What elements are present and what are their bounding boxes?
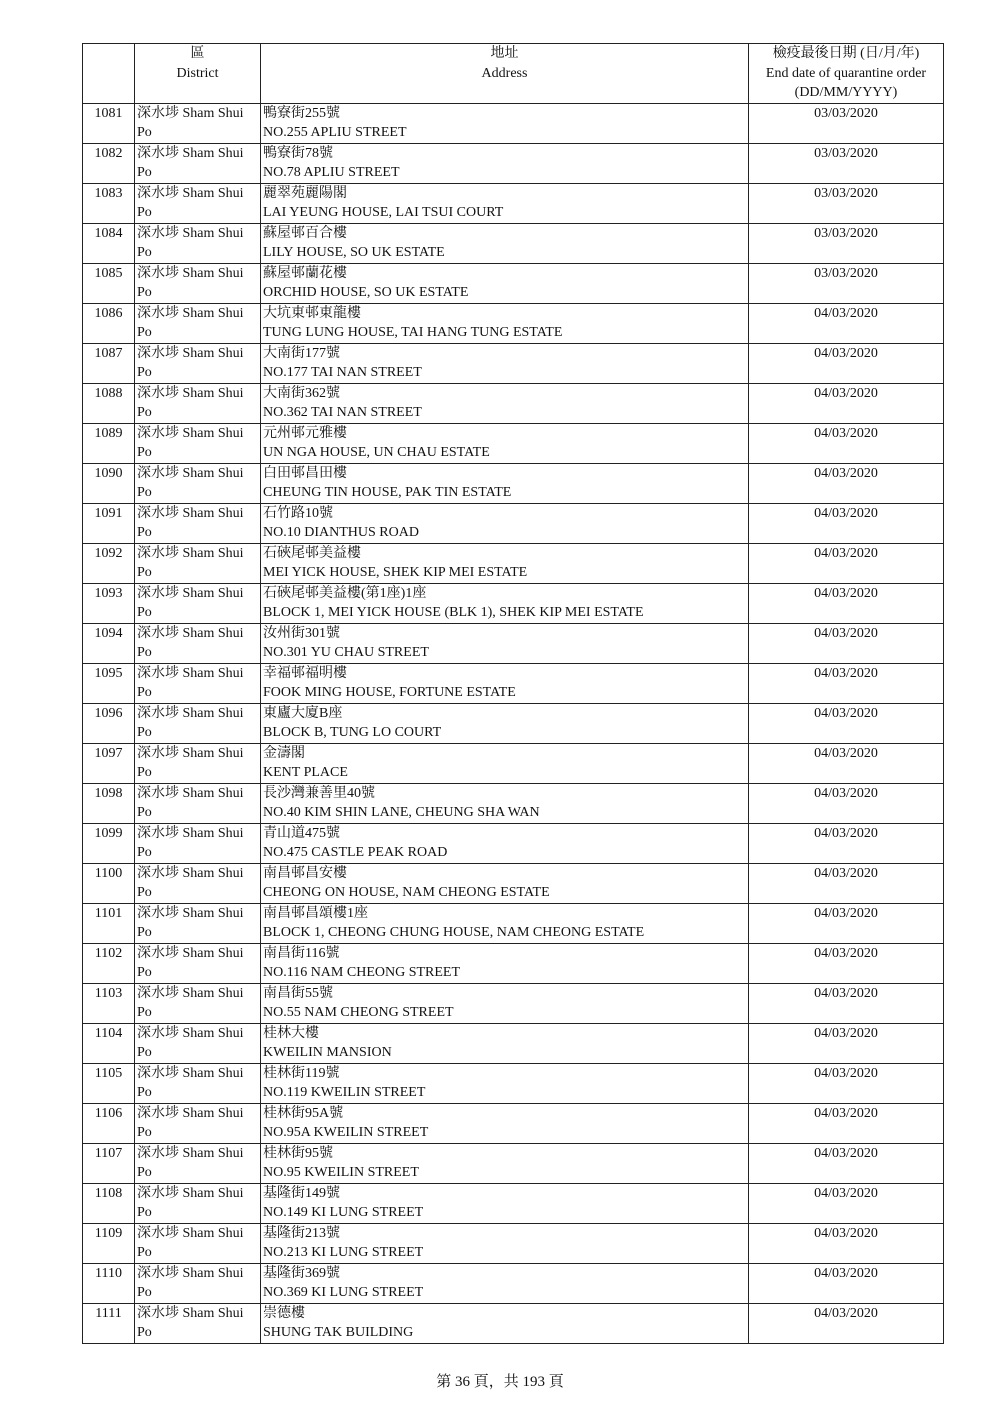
- row-district-line2: Po: [137, 1165, 152, 1180]
- row-end-date: 04/03/2020: [749, 1183, 944, 1223]
- row-number: 1111: [83, 1303, 135, 1343]
- row-district: [135, 743, 261, 783]
- header-date-en: End date of quarantine order: [765, 65, 927, 81]
- row-address: [261, 343, 749, 383]
- row-number: 1100: [83, 863, 135, 903]
- row-end-date: 04/03/2020: [749, 903, 944, 943]
- row-address-en: NO.40 KIM SHIN LANE, CHEUNG SHA WAN: [263, 805, 540, 820]
- row-address-en: NO.119 KWEILIN STREET: [263, 1085, 426, 1100]
- header-date-zh: 檢疫最後日期 (日/月/年): [772, 46, 920, 61]
- row-address-en: NO.116 NAM CHEONG STREET: [263, 965, 461, 980]
- row-address: [261, 263, 749, 303]
- row-address-en: NO.78 APLIU STREET: [263, 165, 400, 180]
- row-address: [261, 1183, 749, 1223]
- table-header-row: [83, 44, 944, 104]
- row-district: [135, 1303, 261, 1343]
- row-number: 1087: [83, 343, 135, 383]
- row-end-date: 04/03/2020: [749, 503, 944, 543]
- row-district: [135, 1223, 261, 1263]
- row-district-line2: Po: [137, 1325, 152, 1340]
- row-number: 1107: [83, 1143, 135, 1183]
- row-district-line2: Po: [137, 365, 152, 380]
- header-end-date: [749, 44, 944, 104]
- row-address-zh: 汝州街301號: [263, 625, 340, 641]
- table-row: [83, 343, 944, 383]
- table-row: [83, 943, 944, 983]
- row-district-line1: 深水埗 Sham Shui: [137, 425, 244, 441]
- row-address-zh: 桂林街95號: [263, 1145, 333, 1161]
- row-number: 1090: [83, 463, 135, 503]
- row-address-en: NO.475 CASTLE PEAK ROAD: [263, 845, 448, 860]
- row-number: 1096: [83, 703, 135, 743]
- row-address: [261, 1263, 749, 1303]
- row-district-line2: Po: [137, 1245, 152, 1260]
- row-district-line1: 深水埗 Sham Shui: [137, 345, 244, 361]
- row-district-line2: Po: [137, 325, 152, 340]
- row-address-en: CHEUNG TIN HOUSE, PAK TIN ESTATE: [263, 485, 512, 500]
- row-end-date: 03/03/2020: [749, 143, 944, 183]
- table-row: [83, 863, 944, 903]
- row-end-date: 04/03/2020: [749, 823, 944, 863]
- row-end-date: 04/03/2020: [749, 423, 944, 463]
- row-address-en: BLOCK 1, CHEONG CHUNG HOUSE, NAM CHEONG ESTATE: [263, 925, 645, 940]
- row-end-date: 04/03/2020: [749, 303, 944, 343]
- row-address: [261, 943, 749, 983]
- row-district-line1: 深水埗 Sham Shui: [137, 745, 244, 761]
- row-number: 1083: [83, 183, 135, 223]
- row-district-line1: 深水埗 Sham Shui: [137, 705, 244, 721]
- row-address-en: BLOCK B, TUNG LO COURT: [263, 725, 442, 740]
- row-address-zh: 大南街362號: [263, 385, 340, 401]
- header-number: [83, 44, 135, 104]
- row-district-line2: Po: [137, 1085, 152, 1100]
- table-row: [83, 543, 944, 583]
- header-date-format: (DD/MM/YYYY): [794, 85, 898, 100]
- row-end-date: 04/03/2020: [749, 623, 944, 663]
- row-address-zh: 幸福邨福明樓: [263, 665, 347, 681]
- table-row: [83, 1023, 944, 1063]
- row-address-zh: 鴨寮街78號: [263, 145, 333, 161]
- row-district-line1: 深水埗 Sham Shui: [137, 905, 244, 921]
- table-row: [83, 783, 944, 823]
- row-number: 1092: [83, 543, 135, 583]
- row-district: [135, 223, 261, 263]
- row-end-date: 04/03/2020: [749, 383, 944, 423]
- row-district: [135, 103, 261, 143]
- row-district-line2: Po: [137, 1045, 152, 1060]
- row-district-line1: 深水埗 Sham Shui: [137, 865, 244, 881]
- header-address-en: Address: [481, 65, 528, 81]
- row-address: [261, 503, 749, 543]
- header-address: [261, 44, 749, 104]
- row-address-zh: 南昌邨昌頌樓1座: [263, 905, 368, 921]
- row-number: 1086: [83, 303, 135, 343]
- row-district-line2: Po: [137, 405, 152, 420]
- row-district-line2: Po: [137, 165, 152, 180]
- row-address-zh: 崇德樓: [263, 1305, 305, 1321]
- row-end-date: 03/03/2020: [749, 103, 944, 143]
- row-address-zh: 長沙灣兼善里40號: [263, 785, 375, 801]
- quarantine-address-table: [82, 43, 944, 1344]
- row-district-line1: 深水埗 Sham Shui: [137, 1185, 244, 1201]
- row-address: [261, 1103, 749, 1143]
- table-row: [83, 703, 944, 743]
- row-address-zh: 東廬大廈B座: [263, 705, 343, 721]
- table-body: [83, 103, 944, 1343]
- row-end-date: 04/03/2020: [749, 1303, 944, 1343]
- row-district-line2: Po: [137, 485, 152, 500]
- row-district: [135, 623, 261, 663]
- row-address: [261, 743, 749, 783]
- row-address-zh: 石竹路10號: [263, 505, 333, 521]
- row-district: [135, 1263, 261, 1303]
- page-number: 第 36 頁，共 193 頁: [436, 1374, 564, 1390]
- row-address: [261, 823, 749, 863]
- row-end-date: 03/03/2020: [749, 223, 944, 263]
- row-address-en: NO.95 KWEILIN STREET: [263, 1165, 419, 1180]
- row-district-line2: Po: [137, 525, 152, 540]
- row-address: [261, 1063, 749, 1103]
- row-district: [135, 903, 261, 943]
- table-row: [83, 903, 944, 943]
- row-district: [135, 703, 261, 743]
- row-number: 1085: [83, 263, 135, 303]
- row-address: [261, 1223, 749, 1263]
- row-end-date: 04/03/2020: [749, 663, 944, 703]
- row-address: [261, 703, 749, 743]
- row-end-date: 03/03/2020: [749, 263, 944, 303]
- row-district-line2: Po: [137, 1205, 152, 1220]
- row-district-line2: Po: [137, 1285, 152, 1300]
- row-address-en: UN NGA HOUSE, UN CHAU ESTATE: [263, 445, 490, 460]
- row-district-line2: Po: [137, 645, 152, 660]
- row-district: [135, 983, 261, 1023]
- row-address-zh: 大坑東邨東龍樓: [263, 305, 361, 321]
- row-district-line1: 深水埗 Sham Shui: [137, 225, 244, 241]
- row-number: 1091: [83, 503, 135, 543]
- row-address-zh: 青山道475號: [263, 825, 340, 841]
- row-district-line1: 深水埗 Sham Shui: [137, 265, 244, 281]
- row-address-zh: 桂林街95A號: [263, 1105, 344, 1121]
- row-district-line2: Po: [137, 245, 152, 260]
- row-address-zh: 南昌邨昌安樓: [263, 865, 347, 881]
- row-district-line1: 深水埗 Sham Shui: [137, 1145, 244, 1161]
- table-row: [83, 383, 944, 423]
- row-end-date: 04/03/2020: [749, 1023, 944, 1063]
- row-end-date: 04/03/2020: [749, 1063, 944, 1103]
- row-district-line1: 深水埗 Sham Shui: [137, 625, 244, 641]
- row-district-line1: 深水埗 Sham Shui: [137, 545, 244, 561]
- row-address-zh: 蘇屋邨百合樓: [263, 225, 347, 241]
- row-district-line2: Po: [137, 685, 152, 700]
- row-address-en: CHEONG ON HOUSE, NAM CHEONG ESTATE: [263, 885, 550, 900]
- row-address-en: SHUNG TAK BUILDING: [263, 1325, 414, 1340]
- row-district-line2: Po: [137, 885, 152, 900]
- row-address-zh: 桂林街119號: [263, 1065, 340, 1081]
- table-row: [83, 1063, 944, 1103]
- row-address-zh: 南昌街55號: [263, 985, 333, 1001]
- row-district-line1: 深水埗 Sham Shui: [137, 825, 244, 841]
- row-district: [135, 863, 261, 903]
- row-district-line1: 深水埗 Sham Shui: [137, 465, 244, 481]
- row-end-date: 04/03/2020: [749, 943, 944, 983]
- table-row: [83, 583, 944, 623]
- row-district-line1: 深水埗 Sham Shui: [137, 305, 244, 321]
- row-address: [261, 423, 749, 463]
- row-district-line1: 深水埗 Sham Shui: [137, 985, 244, 1001]
- table-row: [83, 1223, 944, 1263]
- row-address: [261, 543, 749, 583]
- table-row: [83, 463, 944, 503]
- row-district-line1: 深水埗 Sham Shui: [137, 505, 244, 521]
- row-number: 1089: [83, 423, 135, 463]
- table-row: [83, 663, 944, 703]
- row-address-zh: 蘇屋邨蘭花樓: [263, 265, 347, 281]
- page-footer: [0, 1370, 1000, 1391]
- row-address: [261, 463, 749, 503]
- row-district-line2: Po: [137, 725, 152, 740]
- row-address: [261, 863, 749, 903]
- row-district-line1: 深水埗 Sham Shui: [137, 1105, 244, 1121]
- row-district-line2: Po: [137, 925, 152, 940]
- row-district-line2: Po: [137, 805, 152, 820]
- row-address-en: NO.301 YU CHAU STREET: [263, 645, 429, 660]
- row-address: [261, 1303, 749, 1343]
- row-district-line2: Po: [137, 565, 152, 580]
- row-end-date: 04/03/2020: [749, 1143, 944, 1183]
- row-address-en: FOOK MING HOUSE, FORTUNE ESTATE: [263, 685, 516, 700]
- row-address-en: NO.95A KWEILIN STREET: [263, 1125, 429, 1140]
- row-district: [135, 503, 261, 543]
- row-district: [135, 1023, 261, 1063]
- table-row: [83, 1143, 944, 1183]
- row-district-line2: Po: [137, 125, 152, 140]
- row-district-line2: Po: [137, 765, 152, 780]
- row-address: [261, 783, 749, 823]
- row-number: 1101: [83, 903, 135, 943]
- row-end-date: 04/03/2020: [749, 743, 944, 783]
- row-address: [261, 383, 749, 423]
- table-row: [83, 223, 944, 263]
- row-end-date: 04/03/2020: [749, 863, 944, 903]
- row-district: [135, 943, 261, 983]
- row-district-line1: 深水埗 Sham Shui: [137, 1025, 244, 1041]
- row-district-line1: 深水埗 Sham Shui: [137, 145, 244, 161]
- row-end-date: 04/03/2020: [749, 703, 944, 743]
- row-number: 1106: [83, 1103, 135, 1143]
- row-district: [135, 663, 261, 703]
- table-row: [83, 743, 944, 783]
- table-row: [83, 823, 944, 863]
- row-district-line2: Po: [137, 1005, 152, 1020]
- row-district-line2: Po: [137, 845, 152, 860]
- row-district-line1: 深水埗 Sham Shui: [137, 185, 244, 201]
- row-address-zh: 南昌街116號: [263, 945, 340, 961]
- table-row: [83, 103, 944, 143]
- row-district-line1: 深水埗 Sham Shui: [137, 665, 244, 681]
- row-number: 1094: [83, 623, 135, 663]
- row-district: [135, 343, 261, 383]
- row-district: [135, 1143, 261, 1183]
- row-end-date: 04/03/2020: [749, 1263, 944, 1303]
- row-end-date: 04/03/2020: [749, 543, 944, 583]
- table-row: [83, 503, 944, 543]
- row-district-line2: Po: [137, 605, 152, 620]
- row-address-en: LAI YEUNG HOUSE, LAI TSUI COURT: [263, 205, 504, 220]
- header-district-en: District: [176, 65, 219, 81]
- row-number: 1082: [83, 143, 135, 183]
- row-end-date: 04/03/2020: [749, 1103, 944, 1143]
- row-district-line2: Po: [137, 965, 152, 980]
- row-address-zh: 元州邨元雅樓: [263, 425, 347, 441]
- row-address: [261, 183, 749, 223]
- row-address: [261, 303, 749, 343]
- row-number: 1098: [83, 783, 135, 823]
- row-district: [135, 463, 261, 503]
- table-row: [83, 303, 944, 343]
- row-district-line1: 深水埗 Sham Shui: [137, 1265, 244, 1281]
- table-row: [83, 143, 944, 183]
- row-address-zh: 石硤尾邨美益樓: [263, 545, 361, 561]
- row-district-line2: Po: [137, 1125, 152, 1140]
- row-address-zh: 麗翠苑麗陽閣: [263, 185, 347, 201]
- row-address-zh: 金濤閣: [263, 745, 305, 761]
- row-address-en: NO.10 DIANTHUS ROAD: [263, 525, 419, 540]
- row-address-en: ORCHID HOUSE, SO UK ESTATE: [263, 285, 469, 300]
- table-row: [83, 1103, 944, 1143]
- row-number: 1108: [83, 1183, 135, 1223]
- row-address-en: NO.255 APLIU STREET: [263, 125, 407, 140]
- row-address-en: NO.213 KI LUNG STREET: [263, 1245, 424, 1260]
- row-district: [135, 183, 261, 223]
- row-address-zh: 基隆街213號: [263, 1225, 340, 1241]
- row-end-date: 03/03/2020: [749, 183, 944, 223]
- table-row: [83, 1263, 944, 1303]
- row-district: [135, 263, 261, 303]
- row-address: [261, 663, 749, 703]
- row-district: [135, 143, 261, 183]
- table-row: [83, 1183, 944, 1223]
- row-district-line2: Po: [137, 445, 152, 460]
- row-address-en: NO.149 KI LUNG STREET: [263, 1205, 424, 1220]
- row-district: [135, 423, 261, 463]
- row-district: [135, 1183, 261, 1223]
- row-district-line1: 深水埗 Sham Shui: [137, 785, 244, 801]
- row-district: [135, 543, 261, 583]
- header-district-zh: 區: [190, 46, 205, 61]
- row-address-zh: 鴨寮街255號: [263, 105, 340, 121]
- row-district-line1: 深水埗 Sham Shui: [137, 1065, 244, 1081]
- row-address: [261, 903, 749, 943]
- row-number: 1103: [83, 983, 135, 1023]
- row-address-en: NO.55 NAM CHEONG STREET: [263, 1005, 454, 1020]
- row-district-line1: 深水埗 Sham Shui: [137, 1305, 244, 1321]
- row-address-en: NO.177 TAI NAN STREET: [263, 365, 422, 380]
- row-number: 1088: [83, 383, 135, 423]
- row-address-zh: 石硤尾邨美益樓(第1座)1座: [263, 585, 427, 601]
- row-address-en: KENT PLACE: [263, 765, 348, 780]
- row-address-zh: 基隆街369號: [263, 1265, 340, 1281]
- row-number: 1104: [83, 1023, 135, 1063]
- row-district: [135, 583, 261, 623]
- row-address-en: LILY HOUSE, SO UK ESTATE: [263, 245, 445, 260]
- row-number: 1095: [83, 663, 135, 703]
- row-address-en: KWEILIN MANSION: [263, 1045, 392, 1060]
- row-address: [261, 103, 749, 143]
- row-end-date: 04/03/2020: [749, 783, 944, 823]
- row-address: [261, 1143, 749, 1183]
- table-row: [83, 183, 944, 223]
- row-district-line1: 深水埗 Sham Shui: [137, 585, 244, 601]
- row-address-en: TUNG LUNG HOUSE, TAI HANG TUNG ESTATE: [263, 325, 563, 340]
- row-district-line2: Po: [137, 285, 152, 300]
- row-address: [261, 583, 749, 623]
- row-address-en: MEI YICK HOUSE, SHEK KIP MEI ESTATE: [263, 565, 528, 580]
- header-district: [135, 44, 261, 104]
- row-address-en: NO.369 KI LUNG STREET: [263, 1285, 424, 1300]
- row-number: 1109: [83, 1223, 135, 1263]
- row-district-line2: Po: [137, 205, 152, 220]
- table-row: [83, 623, 944, 663]
- row-number: 1084: [83, 223, 135, 263]
- row-address: [261, 1023, 749, 1063]
- table-row: [83, 423, 944, 463]
- header-address-zh: 地址: [490, 46, 519, 61]
- row-district: [135, 383, 261, 423]
- row-address-zh: 桂林大樓: [263, 1025, 319, 1041]
- row-district: [135, 303, 261, 343]
- row-number: 1097: [83, 743, 135, 783]
- table-row: [83, 983, 944, 1023]
- row-district-line1: 深水埗 Sham Shui: [137, 105, 244, 121]
- row-address-zh: 大南街177號: [263, 345, 340, 361]
- row-end-date: 04/03/2020: [749, 1223, 944, 1263]
- row-district-line1: 深水埗 Sham Shui: [137, 945, 244, 961]
- row-address: [261, 143, 749, 183]
- row-end-date: 04/03/2020: [749, 343, 944, 383]
- row-address: [261, 983, 749, 1023]
- row-district: [135, 1103, 261, 1143]
- row-number: 1110: [83, 1263, 135, 1303]
- row-address-zh: 白田邨昌田樓: [263, 465, 347, 481]
- table-row: [83, 1303, 944, 1343]
- row-address: [261, 223, 749, 263]
- row-address-en: BLOCK 1, MEI YICK HOUSE (BLK 1), SHEK KIP MEI ESTATE: [263, 605, 644, 620]
- row-district: [135, 1063, 261, 1103]
- row-end-date: 04/03/2020: [749, 463, 944, 503]
- row-address-zh: 基隆街149號: [263, 1185, 340, 1201]
- row-number: 1105: [83, 1063, 135, 1103]
- row-district-line1: 深水埗 Sham Shui: [137, 385, 244, 401]
- row-number: 1099: [83, 823, 135, 863]
- row-district: [135, 783, 261, 823]
- row-district: [135, 823, 261, 863]
- row-address-en: NO.362 TAI NAN STREET: [263, 405, 422, 420]
- table-row: [83, 263, 944, 303]
- row-district-line1: 深水埗 Sham Shui: [137, 1225, 244, 1241]
- row-address: [261, 623, 749, 663]
- row-end-date: 04/03/2020: [749, 583, 944, 623]
- row-number: 1102: [83, 943, 135, 983]
- row-number: 1093: [83, 583, 135, 623]
- row-number: 1081: [83, 103, 135, 143]
- row-end-date: 04/03/2020: [749, 983, 944, 1023]
